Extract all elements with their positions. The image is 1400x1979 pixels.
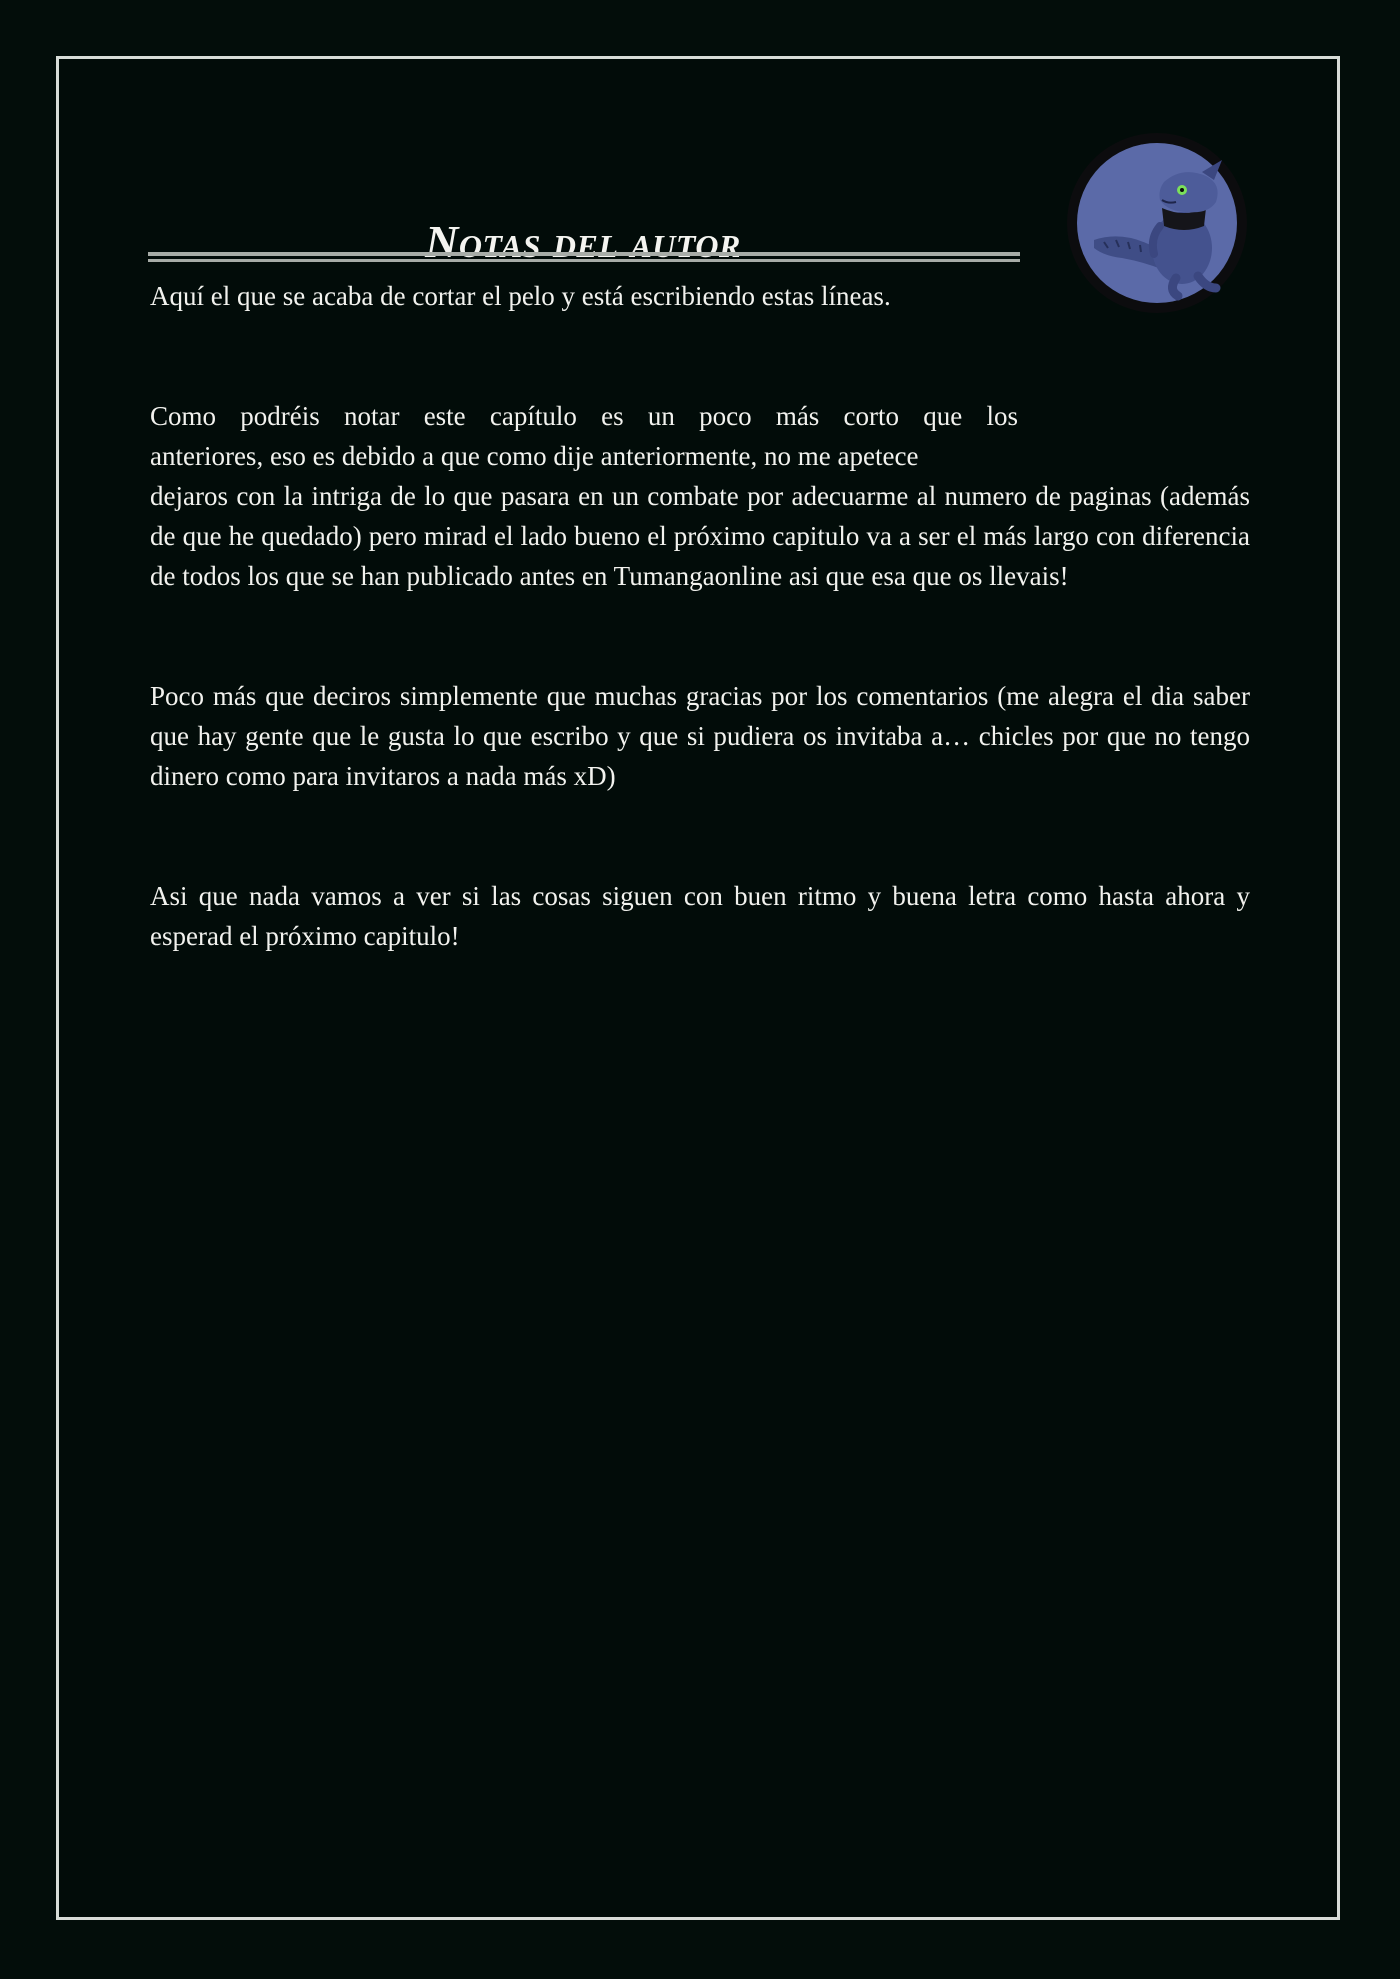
paragraph-thanks: Poco más que deciros simplemente que muchas gracias por los comentarios (me alegra el dia saber que hay gente que le gusta lo que escribo y que si pudiera os invitaba a… chicles por que no tengo dinero como para invitaros a nada más xD) — [150, 681, 1250, 791]
paragraph-text: dejaros con la intriga de lo que pasara en un combate por adecuarme al numero de paginas (además de que he quedado) pero mirad el lado bueno el próximo capitulo va a ser el más largo con diferencia de todos los que se han publicado antes en Tumangaonline asi que esa que os llevais! — [150, 481, 1250, 591]
paragraph-closing: Asi que nada vamos a ver si las cosas siguen con buen ritmo y buena letra como hasta ahora y esperad el próximo capitulo! — [150, 881, 1250, 951]
page-title: Notas del autor — [425, 215, 741, 267]
author-notes-body — [150, 276, 1250, 956]
paragraph-line: anteriores, eso es debido a que como dije anteriormente, no me apetece — [150, 441, 919, 471]
paragraph-line: Como podréis notar este capítulo es un poco más corto que los — [150, 401, 1018, 431]
title-divider — [148, 252, 1020, 262]
paragraph-chapter-length — [150, 396, 1250, 596]
intro-paragraph: Aquí el que se acaba de cortar el pelo y está escribiendo estas líneas. — [150, 281, 891, 311]
